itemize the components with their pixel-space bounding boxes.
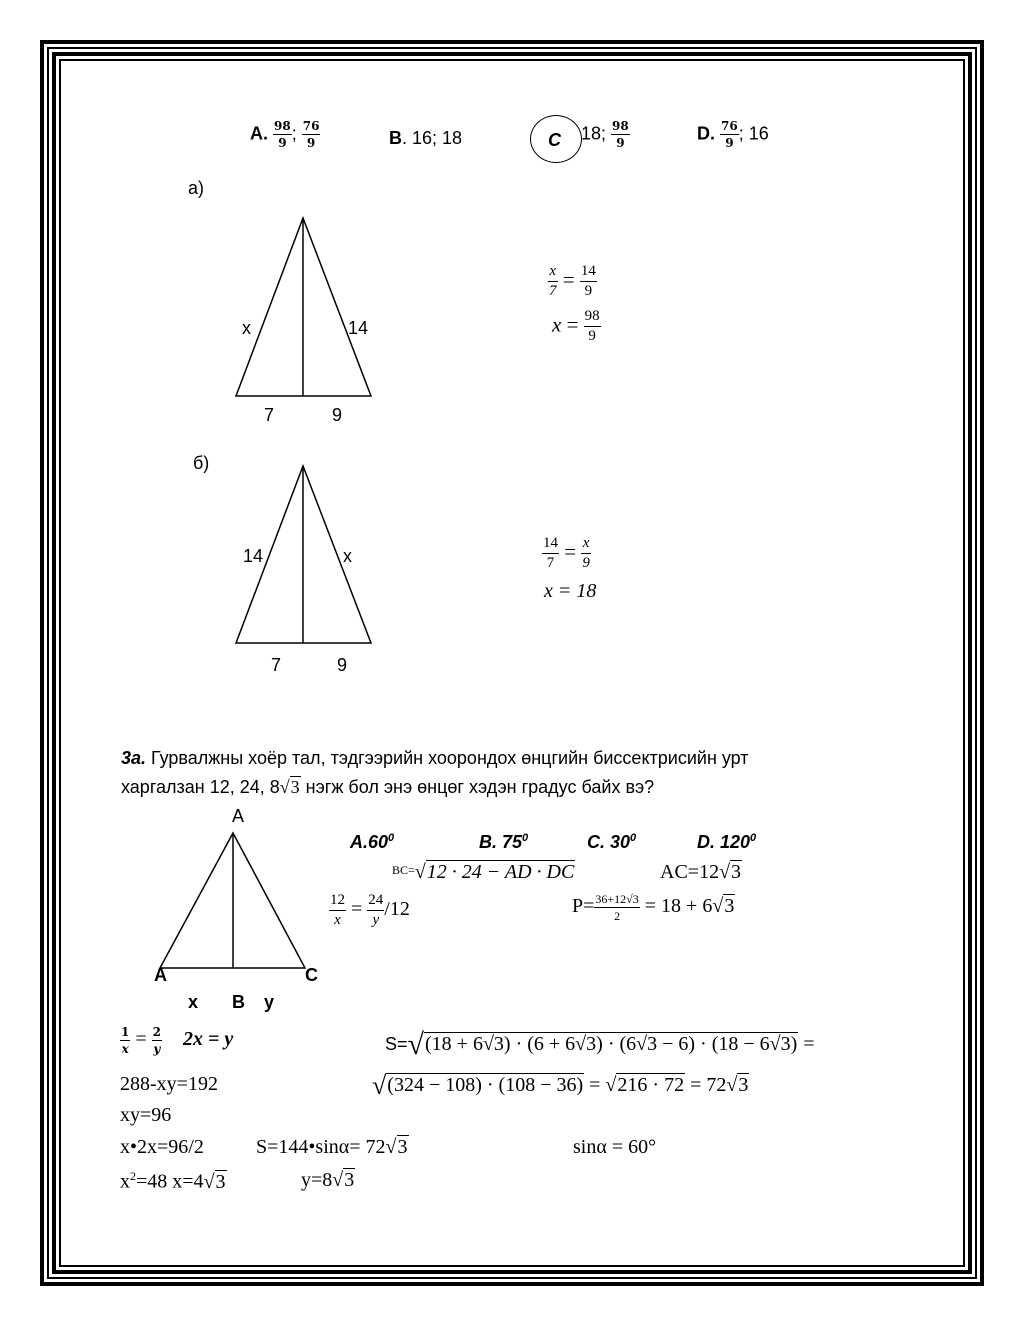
option-c-label: C (548, 130, 561, 150)
area-formula-1: S=√(18 + 6√3) · (6 + 6√3) · (6√3 − 6) · (18 − 6√3) = (385, 1028, 815, 1061)
option-a-frac1: $\frac{98}{9}$ (274, 119, 291, 150)
line-s144: S=144•sinα= 72√3 (256, 1136, 408, 1158)
problem-option-d: D. $120^0$ (697, 832, 757, 852)
line-288: 288-xy=192 (120, 1073, 218, 1095)
option-b-label: B (389, 128, 402, 148)
area-formula-2: √(324 − 108) · (108 − 36) = √216 · 72 = 72√3 (372, 1071, 749, 1100)
option-d-label: D. (697, 123, 715, 144)
triangle3-left-label: A (154, 965, 167, 985)
part-a-equation-2: x = $\frac{98}{9}$ (552, 308, 600, 344)
option-a-frac2: $\frac{76}{9}$ (302, 119, 320, 150)
triangle-a-base-right: 9 (332, 405, 343, 425)
problem-line-2: харгалзан 12, 24, 8√3 нэгж бол энэ өнцөг хэдэн градус байх вэ? (121, 777, 655, 797)
triangle3-right-label: C (305, 965, 318, 985)
triangle-a-base-left: 7 (264, 405, 275, 425)
problem-line-1: 3a. Гурвалжны хоёр тал, тэдгээрийн хоорондох өнцгийн биссектрисийн урт (121, 748, 749, 768)
part-a-label: а) (188, 178, 205, 198)
triangle3-x-label: x (188, 992, 199, 1012)
problem-option-c: C. $30^0$ (587, 832, 637, 852)
triangle3-y-label: y (264, 992, 275, 1012)
ratio-formula: $\frac{12}{x}$ = $\frac{24}{y}$ /12 (330, 892, 410, 928)
triangle3-apex-label: A (232, 806, 245, 826)
option-a-label: A. (250, 123, 268, 144)
problem-option-b: B. $75^0$ (479, 832, 529, 852)
line-sin: sinα = 60° (573, 1136, 657, 1158)
problem-number: 3a. (121, 748, 147, 768)
simplified-ratio: $\frac{1}{x}$ = $\frac{2}{y}$ 2x = y (121, 1025, 234, 1056)
triangle-a-side-left: x (242, 318, 251, 338)
triangle-b-base-right: 9 (337, 655, 348, 675)
option-b-value: . 16; 18 (402, 128, 463, 148)
line-x2x: x•2x=96/2 (120, 1136, 204, 1158)
option-d: D. $\frac{76}{9}$ ; 16 (697, 119, 769, 150)
option-c-value: 18; $\frac{98}{9}$ (581, 119, 629, 150)
triangle3-foot-label: B (232, 992, 245, 1012)
bc-formula: $^{BC=}$√12 · 24 − AD · DC (392, 861, 575, 883)
option-a: A. $\frac{98}{9}$ ; $\frac{76}{9}$ (250, 119, 320, 150)
part-a-equation-1: $\frac{x}{7}$ = $\frac{14}{9}$ (549, 263, 596, 299)
triangle-b-side-right: x (343, 546, 352, 566)
ac-formula: AC=12√3 (660, 861, 742, 883)
part-b-label: б) (193, 453, 210, 473)
part-b-equation-2: x = 18 (544, 580, 597, 602)
triangle-b-base-left: 7 (271, 655, 282, 675)
problem-option-a: $A.60^0$ (350, 832, 395, 852)
line-x-squared: $x^2=48$ x=4√3 (120, 1169, 226, 1193)
triangle-a-side-right: 14 (348, 318, 369, 338)
perimeter-formula: P= $\frac{36+12√3}{2}$ = 18 + 6√3 (572, 892, 735, 923)
triangle-b-side-left: 14 (243, 546, 264, 566)
part-b-equation-1: $\frac{14}{7}$ = $\frac{x}{9}$ (543, 535, 590, 571)
line-xy: xy=96 (120, 1104, 172, 1126)
line-y: y=8√3 (301, 1169, 355, 1191)
